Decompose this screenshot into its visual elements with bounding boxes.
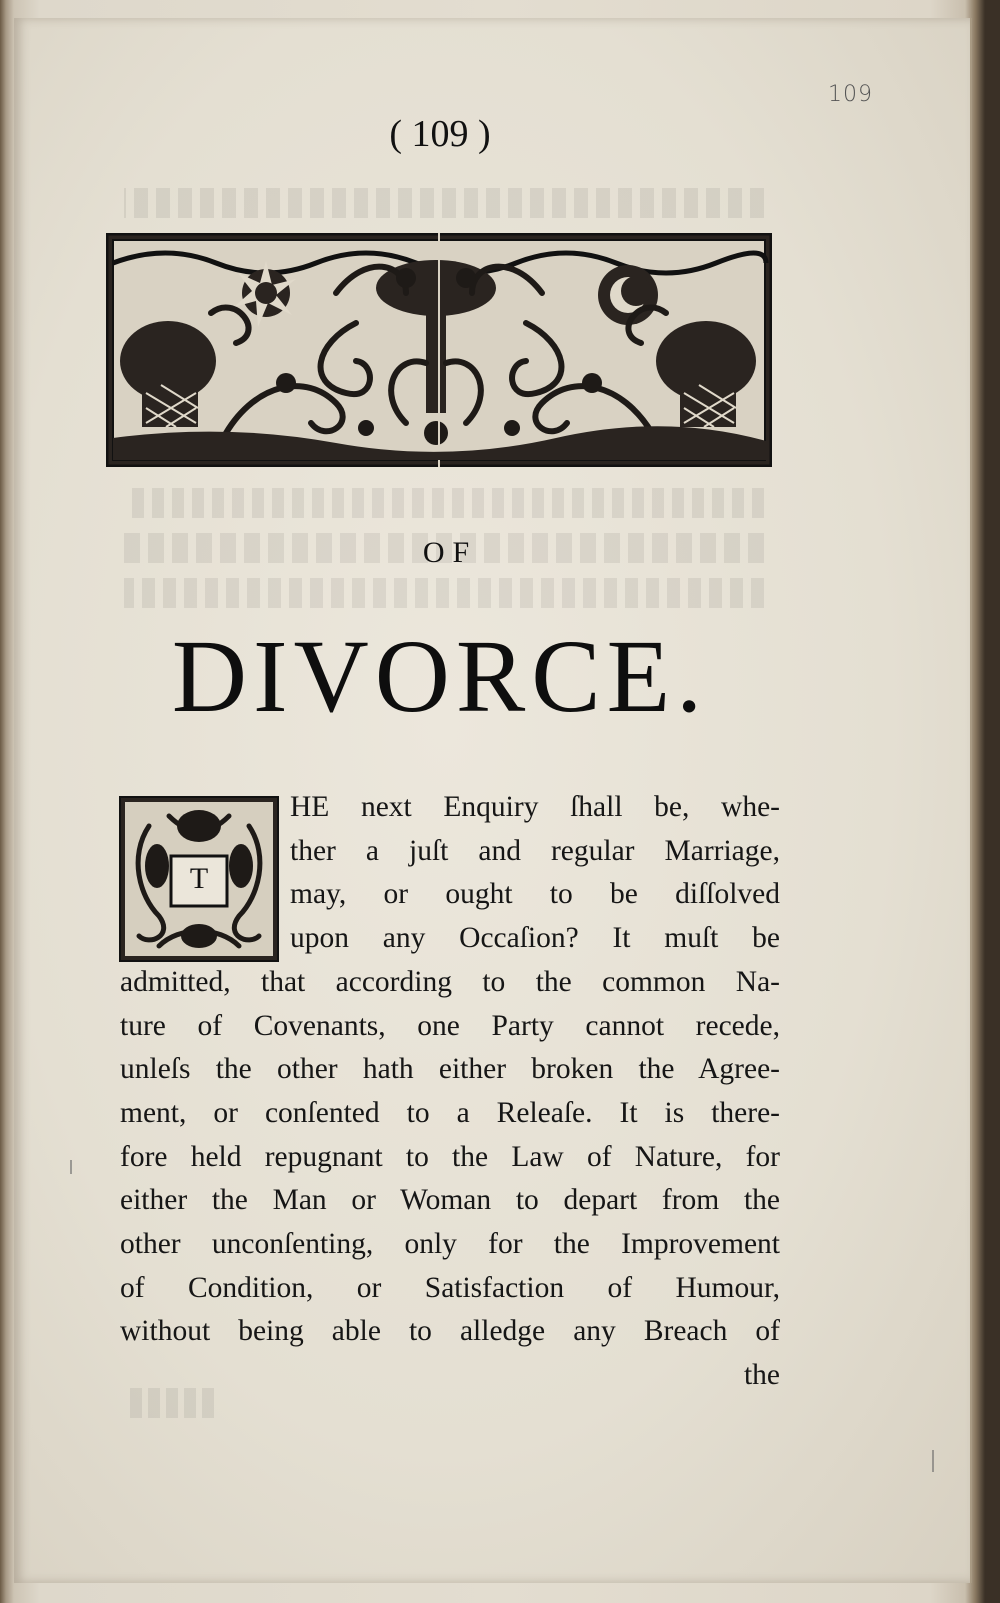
bleed-through [124,578,764,608]
text-line: of Condition, or Satisfaction of Humour, [120,1271,780,1304]
pencil-page-number: 109 [828,82,873,107]
body-text [120,786,780,1398]
chapter-title-prefix: OF [422,536,478,569]
page-mark [932,1450,934,1472]
bleed-through [124,188,764,218]
text-line: may, or ought to be diſſolved [290,878,780,911]
text-line: either the Man or Woman to depart from the [120,1184,780,1217]
text-line: admitted, that according to the common Na- [120,965,780,998]
bleed-through [124,488,764,518]
text-line: unleſs the other hath either broken the Agree- [120,1053,780,1086]
initial-letter: T [189,862,209,895]
text-line: ment, or conſented to a Releaſe. It is there- [120,1096,780,1129]
printed-page-number: ( 109 ) [389,113,491,155]
text-line: HE next Enquiry ſhall be, whe- [290,791,780,823]
page-mark [70,1160,72,1174]
text-line: without being able to alledge any Breach of [120,1315,780,1348]
text-line: ther a juſt and regular Marriage, [290,834,780,867]
chapter-title: DIVORCE. [171,619,709,734]
moon-icon [598,265,658,325]
text-line: fore held repugnant to the Law of Nature, for [120,1140,780,1173]
woodcut-headpiece [106,233,772,467]
text-line: other unconſenting, only for the Improvement [120,1228,780,1261]
text-line: ture of Covenants, one Party cannot recede, [120,1009,780,1042]
text-line: upon any Occaſion? It muſt be [290,922,780,955]
catchword: the [743,1359,780,1392]
